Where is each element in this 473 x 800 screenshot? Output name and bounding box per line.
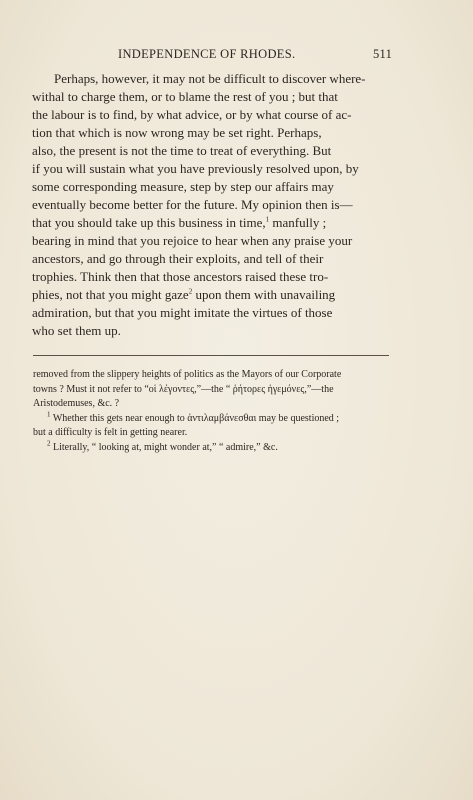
footnote-1-mark: 1 [47,410,51,419]
body-line: Perhaps, however, it may not be difficult to discover where- [54,71,366,86]
body-line: also, the present is not the time to treat of everything. But [32,143,332,158]
footnote-2-text: Literally, “ looking at, might wonder at,” “ admire,” &c. [53,441,278,453]
body-line: the labour is to find, by what advice, or by what course of ac- [32,107,352,122]
body-line: trophies. Think then that those ancestors raised these tro- [32,269,329,284]
body-line: eventually become better for the future. My opinion then is— [32,197,353,212]
footnote-1-text: Whether this gets near enough to ἀντιλαμβάνεσθαι may be questioned ; [52,412,340,424]
body-line: tion that which is now wrong may be set right. Perhaps, [32,125,322,140]
footnote-1 [33,412,389,427]
page-number: 511 [373,47,393,61]
body-line: if you will sustain what you have previously resolved upon, by [32,161,359,176]
body-line [32,214,388,232]
body-line: bearing in mind that you rejoice to hear when any praise your [32,233,353,248]
footnote-continued-line: towns ? Must it not refer to “οἱ λέγοντες,”—the “ ῥήτορες ἡγεμόνες,”—the [33,383,334,395]
body-line-text: phies, not that you might gaze [32,287,189,302]
body-line-text: manfully ; [269,215,327,230]
body-line-text: upon them with unavailing [192,287,336,302]
body-line [32,286,388,304]
footnote-1-continued: but a difficulty is felt in getting nearer. [33,427,188,438]
body-line: withal to charge them, or to blame the rest of you ; but that [32,89,338,104]
footnote-continued-line: Aristodemuses, &c. ? [33,398,120,409]
footnote-2 [33,441,389,456]
footnote-ref-2[interactable]: 2 [188,287,193,296]
body-line: admiration, but that you might imitate the virtues of those [32,305,333,320]
body-paragraph [32,70,388,340]
body-line: some corresponding measure, step by step our affairs may [32,179,334,194]
footnote-continued-line: removed from the slippery heights of politics as the Mayors of our Corporate [33,369,342,380]
running-title: INDEPENDENCE OF RHODES. [118,47,296,61]
body-line-text: that you should take up this business in time, [32,215,266,230]
footnote-2-mark: 2 [47,439,51,448]
body-line: who set them up. [32,323,121,338]
footnotes [33,368,389,455]
body-line: ancestors, and go through their exploits, and tell of their [32,251,324,266]
page-header [0,47,473,63]
footnote-ref-1[interactable]: 1 [265,215,270,224]
footnote-divider [33,355,389,356]
